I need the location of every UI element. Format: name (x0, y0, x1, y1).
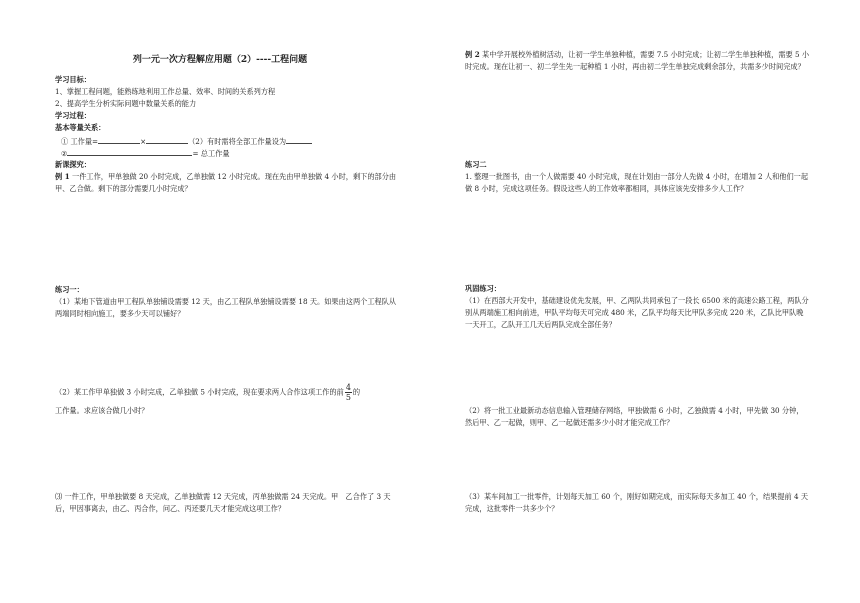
relation-2-b: = 总工作量 (192, 149, 230, 158)
fraction-denominator: 5 (345, 393, 351, 402)
practice-1-heading: 练习一： (55, 285, 84, 294)
blank-line (67, 147, 192, 156)
consolidation-heading: 巩固练习： (465, 284, 501, 293)
process-heading: 学习过程： (55, 111, 91, 120)
fraction-numerator: 4 (345, 383, 351, 392)
blank-line (146, 135, 188, 144)
practice-1-q1: （1）某地下管道由甲工程队单独铺设需要 12 天，由乙工程队单独铺设需要 18 天。如果由这两个工程队从两端同时相向施工，要多少天可以铺好？ (55, 297, 397, 318)
consolidation-q1: （1）在西部大开发中，基础建设优先发展，甲、乙两队共同承包了一段长 6500 米的高速公路工程，两队分别从两端施工相向前进，甲队平均每天可完成 480 米，乙队平均每天比甲队多完成 220 米，乙队比甲队晚一天开工，乙队开工几天后两队完成全部任务？ (465, 296, 809, 329)
practice-1-q2 (55, 383, 400, 402)
relation-1-c: （2）有时需将全部工作量设为 (188, 137, 287, 146)
relation-1-b: × (140, 137, 147, 146)
goal-1: 1、掌握工程问题，能熟练地利用工作总量、效率、时间的关系列方程 (55, 87, 276, 96)
new-lesson-heading: 新课探究： (55, 160, 91, 169)
example-2 (465, 49, 810, 73)
example-1 (55, 171, 400, 195)
example-1-text: 一件工作，甲单独做 20 小时完成，乙单独做 12 小时完成。现在先由甲单独做 4 小时，剩下的部分由甲、乙合做。剩下的部分需要几小时完成？ (55, 172, 397, 193)
page-title: 列一元一次方程解应用题（2）----工程问题 (132, 55, 308, 65)
blank-line (98, 135, 140, 144)
practice-1-q2-line2: 工作量。求应该合做几小时？ (55, 406, 149, 415)
practice-2-q1: 1. 整理一批图书，由一个人做需要 40 小时完成，现在计划由一部分人先做 4 小时，在增加 2 人和他们一起做 8 小时，完成这项任务。假设这些人的工作效率都相同，具体应该先安排多少人工作？ (465, 172, 809, 193)
blank-line (286, 135, 312, 144)
example-1-label: 例 1 (55, 172, 70, 181)
relation-2-a: ② (61, 149, 68, 158)
practice-1-q2-text: （2）某工作甲单独做 3 小时完成，乙单独做 5 小时完成，现在要求两人合作这项工作的前 (55, 387, 344, 397)
relation-1-a: ① 工作量= (61, 137, 99, 146)
example-2-label: 例 2 (465, 50, 480, 59)
fraction (345, 383, 352, 402)
practice-2-heading: 练习二 (465, 160, 487, 169)
consolidation-q2: （2）将一批工业最新动态信息输入管理储存网络，甲独做需 6 小时，乙独做需 4 小时，甲先做 30 分钟，然后甲、乙一起做，则甲、乙一起做还需多少小时才能完成工作？ (465, 406, 804, 427)
goal-2: 2、提高学生分析实际问题中数量关系的能力 (55, 99, 197, 108)
practice-1-q2-suffix: 的 (352, 387, 361, 397)
practice-1-q3: ⑶ 一件工作，甲单独做要 8 天完成，乙单独做需 12 天完成，丙单独做需 24 天完成。甲 乙合作了 3 天后，甲因事离去，由乙、丙合作，问乙、丙还要几天才能完成这项工作？ (55, 492, 391, 513)
relations-heading: 基本等量关系： (55, 123, 106, 132)
consolidation-q3: （3）某车间加工一批零件，计划每天加工 60 个，刚好如期完成，而实际每天多加工 40 个，结果提前 4 天完成，这批零件一共多少个？ (465, 492, 809, 513)
goals-heading: 学习目标： (55, 75, 91, 84)
example-2-text: 某中学开展校外植树活动，让初一学生单独种植，需要 7.5 小时完成；让初二学生单独种植，需要 5 小时完成。现在让初一、初二学生先一起种植 1 小时，再由初二学生单独完成剩余部分，共需多少时间完成？ (465, 50, 810, 71)
